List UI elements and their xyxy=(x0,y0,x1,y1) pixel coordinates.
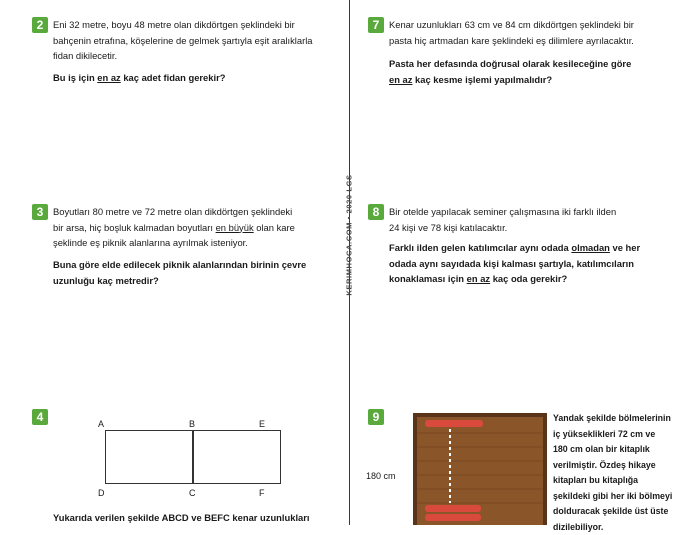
q3-line3: şeklinde eş piknik alanlarına ayrılmak isteniyor. xyxy=(53,237,248,248)
q8-question xyxy=(389,240,673,287)
point-label-d: D xyxy=(98,488,105,498)
q8-ask1: Farklı ilden gelen katılımcılar aynı odada xyxy=(389,242,572,253)
q2-question xyxy=(53,70,335,86)
q9-line: 180 cm olan bir kitaplık xyxy=(553,444,650,454)
point-label-b: B xyxy=(189,419,196,429)
q9-line: verilmiştir. Özdeş hikaye xyxy=(553,459,656,470)
q8-ask1-end: ve her xyxy=(609,242,641,253)
q9-line: dizilebiliyor. xyxy=(553,521,604,532)
q8-ask3-end: kaç oda gerekir? xyxy=(490,273,568,284)
question-number-7: 7 xyxy=(368,17,384,33)
question-number-9: 9 xyxy=(368,409,384,425)
vertical-watermark xyxy=(340,160,358,310)
bookshelf-height-label: 180 cm xyxy=(366,471,396,481)
q3-line1: Boyutları 80 metre ve 72 metre olan dikdörtgen şeklindeki xyxy=(53,206,293,217)
bookshelf-image xyxy=(413,413,547,525)
q7-question xyxy=(389,56,673,87)
q7-line2: pasta hiç artmadan kare şeklindeki eş dilimlere ayrılacaktır. xyxy=(389,34,634,46)
rectangle-divider-line xyxy=(192,430,194,484)
q8-text xyxy=(389,204,673,235)
q8-line2: 24 kişi ve 78 kişi katılacaktır. xyxy=(389,221,508,233)
q9-line: şekildeki gibi her iki bölmeyi xyxy=(553,490,673,501)
question-number-8: 8 xyxy=(368,204,384,220)
point-label-a: A xyxy=(98,419,105,429)
q7-ask2-underlined: en az xyxy=(389,73,413,85)
q7-ask1: Pasta her defasında doğrusal olarak kesileceğine göre xyxy=(389,58,632,69)
q3-text xyxy=(53,204,335,251)
q3-line2-end: olan kare xyxy=(253,221,295,233)
q2-line3: fidan dikilecetir. xyxy=(53,50,118,61)
question-number-2: 2 xyxy=(32,17,48,33)
q9-line: kitapları bu kitaplığa xyxy=(553,475,639,485)
q3-ask1: Buna göre elde edilecek piknik alanlarından birinin çevre xyxy=(53,259,307,270)
watermark-text: KERIMHOCA.COM • 2020 LGS xyxy=(344,174,354,296)
q7-text xyxy=(389,17,673,48)
q2-line1: Eni 32 metre, boyu 48 metre olan dikdörtgen şeklindeki bir xyxy=(53,19,295,30)
q3-ask2: uzunluğu kaç metredir? xyxy=(53,274,159,286)
q4-text: Yukarıda verilen şekilde ABCD ve BEFC kenar uzunlukları xyxy=(53,512,310,523)
q8-ask3: konaklaması için xyxy=(389,273,467,284)
q9-line: Yandak şekilde bölmelerinin xyxy=(553,413,671,423)
q7-line1: Kenar uzunlukları 63 cm ve 84 cm dikdörtgen şeklindeki bir xyxy=(389,19,634,30)
q8-line1: Bir otelde yapılacak seminer çalışmasına iki farklı ilden xyxy=(389,206,617,217)
q3-question xyxy=(53,257,335,288)
q7-ask2: kaç kesme işlemi yapılmalıdır? xyxy=(412,73,553,85)
q8-ask2: odada aynı sayıdada kişi kalması şartıyla, katılımcıların xyxy=(389,257,634,269)
q8-ask1-underlined: olmadan xyxy=(571,242,610,253)
q2-line2: bahçenin etrafına, köşelerine de gelmek şartıyla eşit aralıklarla xyxy=(53,34,313,46)
question-number-4: 4 xyxy=(32,409,48,425)
q9-text xyxy=(553,411,698,535)
question-number-3: 3 xyxy=(32,204,48,220)
point-label-e: E xyxy=(259,419,266,429)
point-label-c: C xyxy=(189,488,196,498)
q2-text xyxy=(53,17,335,64)
q3-line2-underlined: en büyük xyxy=(215,221,254,233)
q9-line: iç yükseklikleri 72 cm ve xyxy=(553,428,656,439)
q3-line2: bir arsa, hiç boşluk kalmadan boyutları xyxy=(53,221,216,233)
q2-ask-underlined: en az xyxy=(97,72,121,83)
q9-line: dolduracak şekilde üst üste xyxy=(553,506,669,516)
q2-ask-b: kaç adet fidan gerekir? xyxy=(120,72,226,83)
q2-ask-a: Bu iş için xyxy=(53,72,98,83)
point-label-f: F xyxy=(259,488,265,498)
q8-ask3-underlined: en az xyxy=(466,273,491,284)
